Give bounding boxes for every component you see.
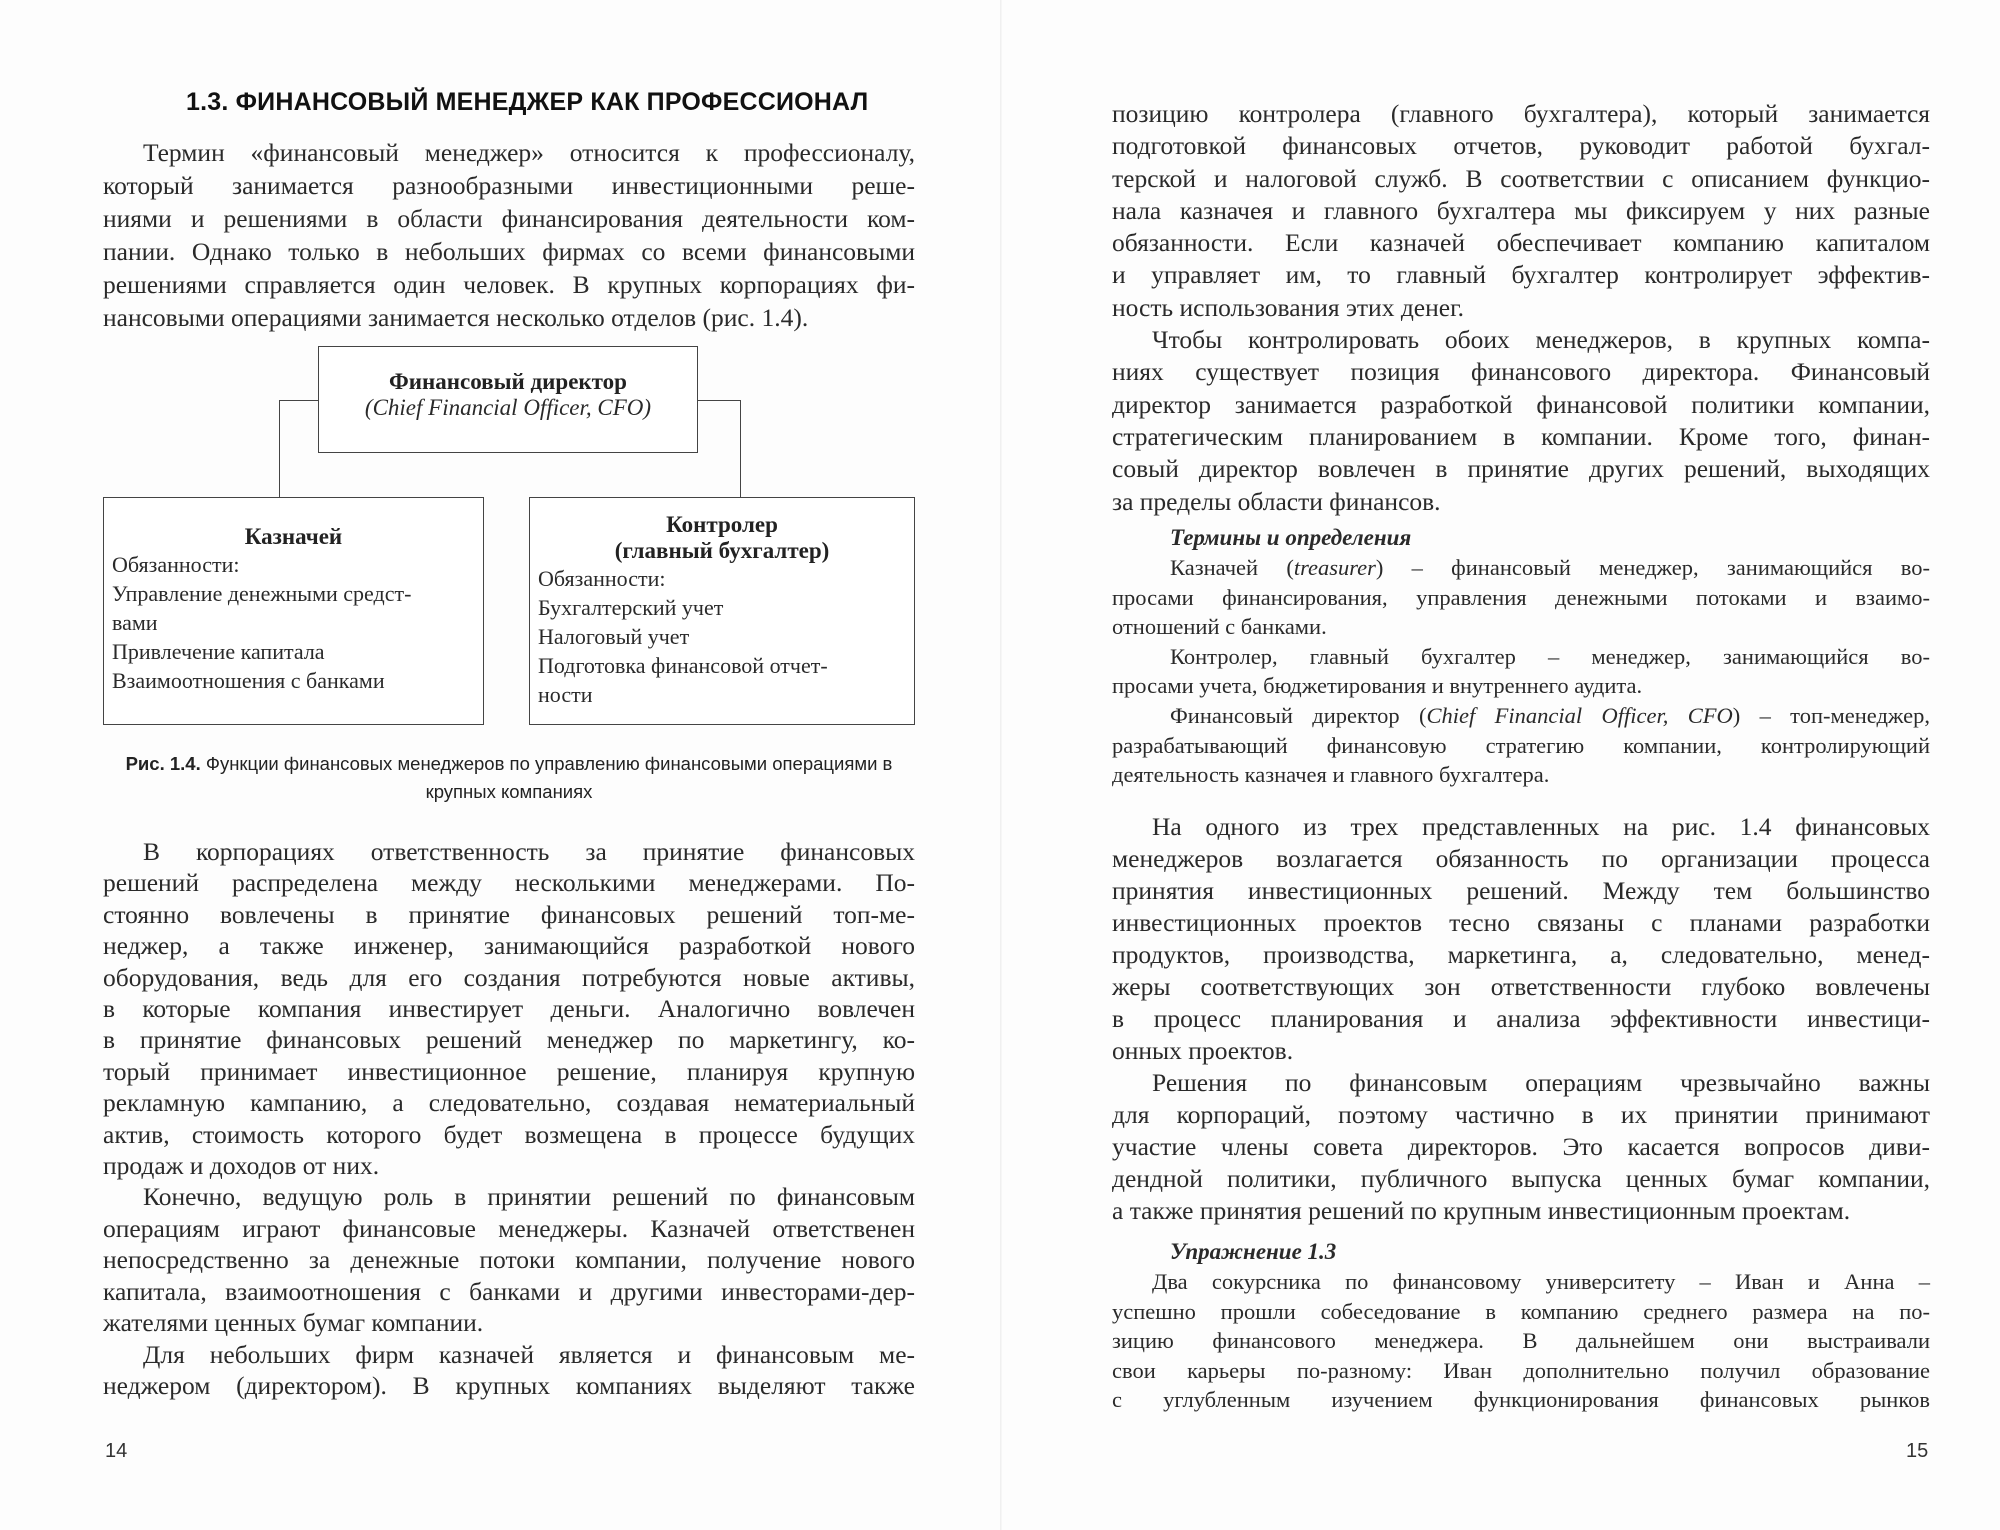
- exercise-box: [1112, 1237, 1930, 1415]
- text-line: стоянно вовлечены в принятие финансовых решений топ-ме-: [103, 899, 915, 929]
- text-line: терской и налоговой служб. В соответствии с описанием функцио-: [1112, 163, 1930, 193]
- text-line: оборудования, ведь для его создания потребуются новые активы,: [103, 962, 915, 992]
- text-line: ность использования этих денег.: [1112, 292, 1465, 322]
- term-cfo-cont: [1112, 731, 1930, 790]
- term-line: просами учета, бюджетирования и внутреннего аудита.: [1112, 673, 1643, 699]
- text-line: операциям играют финансовые менеджеры. Казначей ответственен: [103, 1213, 915, 1243]
- text-line: подготовкой финансовых отчетов, руководит работой бухгал-: [1112, 131, 1930, 161]
- text-line: В корпорациях ответственность за принятие финансовых: [143, 837, 915, 866]
- term-controller: [1112, 642, 1930, 701]
- term-line: просами финансирования, управления денежными потоками и взаимо-: [1112, 584, 1930, 610]
- text-line: неджером (директором). В крупных компаниях выделяют также: [103, 1370, 915, 1400]
- term-text: Казначей (: [1170, 555, 1294, 580]
- text-line: позицию контролера (главного бухгалтера), который занимается: [1112, 99, 1930, 128]
- text-line: Термин «финансовый менеджер» относится к профессионалу,: [143, 138, 915, 167]
- text-line: капитала, взаимоотношения с банками и другими инвесторами-дер-: [103, 1276, 915, 1306]
- term-treasurer-cont: [1112, 583, 1930, 642]
- text-line: нала казначея и главного бухгалтера мы фиксируем у них разные: [1112, 195, 1930, 225]
- text-line: и управляет им, то главный бухгалтер контролирует эффектив-: [1112, 260, 1930, 290]
- duty-item: Бухгалтерский учет: [538, 595, 724, 620]
- term-text: ) – топ-менеджер,: [1732, 702, 1931, 728]
- text-line: продуктов, производства, маркетинга, а, следовательно, менед-: [1112, 940, 1930, 969]
- terms-title: Термины и определения: [1170, 525, 1412, 550]
- left-body-text: [103, 836, 915, 1401]
- duty-item: вами: [112, 610, 158, 635]
- text-line: торый принимает инвестиционное решение, планируя крупную: [103, 1056, 915, 1086]
- term-line: разрабатывающий финансовую стратегию компании, контролирующий: [1112, 732, 1930, 758]
- duty-item: ности: [538, 682, 593, 707]
- page-number-right: 15: [1906, 1440, 1929, 1462]
- term-cfo: [1112, 701, 1930, 731]
- intro-paragraph: [103, 136, 915, 334]
- treasurer-duties: [104, 550, 483, 695]
- text-line: совый директор вовлечен в принятие других решений, выходящих: [1112, 454, 1930, 484]
- caption-label: Рис. 1.4.: [125, 753, 201, 774]
- right-body-text: [1112, 811, 1930, 1227]
- term-line: Контролер, главный бухгалтер – менеджер, занимающийся во-: [1170, 643, 1930, 669]
- controller-duties: [530, 564, 914, 709]
- caption-text: Функции финансовых менеджеров по управлению финансовыми операциями в крупных компаниях: [200, 753, 893, 802]
- text-line: успешно прошли собеседование в компанию среднего размера на по-: [1112, 1298, 1930, 1324]
- term-line: деятельность казначея и главного бухгалтера.: [1112, 762, 1550, 788]
- text-line: рекламную кампанию, а следовательно, создавая нематериальный: [103, 1088, 915, 1118]
- text-line: актив, стоимость которого будет возмещена в процессе будущих: [103, 1119, 915, 1149]
- text-line: Для небольших фирм казначей является и финансовым ме-: [143, 1339, 915, 1369]
- treasurer-title: Казначей: [244, 524, 343, 549]
- terms-box: [1112, 523, 1930, 790]
- text-line: жеры соответствующих зон ответственности глубоко вовлечены: [1112, 972, 1930, 1001]
- text-line: Конечно, ведущую роль в принятии решений по финансовым: [143, 1182, 915, 1212]
- text-line: Решения по финансовым операциям чрезвычайно важны: [1152, 1068, 1930, 1097]
- text-line: менеджеров возлагается обязанность по организации процесса: [1112, 844, 1930, 873]
- term-text: Финансовый директор (: [1170, 702, 1427, 728]
- cfo-title: Финансовый директор: [389, 369, 627, 394]
- term-treasurer: [1112, 553, 1930, 583]
- text-line: неджер, а также инженер, занимающийся разработкой нового: [103, 931, 915, 961]
- text-line: а также принятия решений по крупным инвестиционным проектам.: [1112, 1196, 1851, 1225]
- term-italic: treasurer: [1293, 555, 1376, 580]
- text-line: нансовыми операциями занимается несколько отделов (рис. 1.4).: [103, 303, 809, 332]
- text-line: в которые компания инвестирует деньги. Аналогично вовлечен: [103, 994, 915, 1024]
- duty-item: Привлечение капитала: [112, 639, 325, 664]
- exercise-text: [1112, 1267, 1930, 1415]
- duty-item: Подготовка финансовой отчет-: [538, 653, 828, 678]
- text-line: принятия инвестиционных решений. Между тем большинство: [1112, 876, 1930, 905]
- text-line: Чтобы контролировать обоих менеджеров, в крупных компа-: [1152, 325, 1930, 355]
- text-line: онных проектов.: [1112, 1036, 1294, 1065]
- text-line: дендной политики, публичного выпуска ценных бумаг компании,: [1112, 1164, 1930, 1193]
- page-number-left: 14: [105, 1440, 128, 1462]
- page-fold: [1000, 0, 1002, 1530]
- text-line: продаж и доходов от них.: [103, 1151, 380, 1181]
- text-line: с углубленным изучением функционирования финансовых рынков: [1112, 1387, 1930, 1413]
- text-line: ниях существует позиция финансового директора. Финансовый: [1112, 357, 1930, 387]
- text-line: свои карьеры по-разному: Иван дополнительно получил образование: [1112, 1357, 1930, 1383]
- text-line: для корпораций, поэтому частично в их принятии принимают: [1112, 1100, 1930, 1129]
- text-line: решениями справляется один человек. В крупных корпорациях фи-: [103, 270, 915, 299]
- treasurer-box: [103, 497, 484, 725]
- text-line: обязанности. Если казначей обеспечивает компанию капиталом: [1112, 228, 1930, 258]
- text-line: ниями и решениями в области финансирования деятельности ком-: [103, 204, 915, 233]
- text-line: решений распределена между несколькими менеджерами. По-: [103, 868, 915, 898]
- right-top-text: [1112, 98, 1930, 518]
- duty-item: Управление денежными средст-: [112, 581, 412, 606]
- text-line: непосредственно за денежные потоки компании, получение нового: [103, 1245, 915, 1275]
- text-line: стратегическим планированием в компании. Кроме того, финан-: [1112, 421, 1930, 451]
- text-line: участие члены совета директоров. Это касается вопросов диви-: [1112, 1132, 1930, 1161]
- text-line: пании. Однако только в небольших фирмах со всеми финансовыми: [103, 237, 915, 266]
- duty-item: Взаимоотношения с банками: [112, 668, 385, 693]
- term-italic: Chief Financial Officer, CFO: [1426, 702, 1733, 728]
- controller-box: [529, 497, 915, 725]
- exercise-title: Упражнение 1.3: [1170, 1239, 1337, 1264]
- text-line: директор занимается разработкой финансовой политики компании,: [1112, 389, 1930, 419]
- text-line: инвестиционных проектов тесно связаны с планами разработки: [1112, 908, 1930, 937]
- text-line: в принятие финансовых решений менеджер по маркетингу, ко-: [103, 1025, 915, 1055]
- text-line: зицию финансового менеджера. В дальнейшем они выстраивали: [1112, 1328, 1930, 1354]
- figure-caption: [103, 750, 915, 806]
- controller-subtitle: (главный бухгалтер): [614, 538, 830, 563]
- term-text: ) – финансовый менеджер, занимающийся во-: [1375, 555, 1930, 580]
- text-line: в процесс планирования и анализа эффективности инвестици-: [1112, 1004, 1930, 1033]
- duty-item: Налоговый учет: [538, 624, 690, 649]
- duty-item: Обязанности:: [112, 552, 240, 577]
- cfo-subtitle: (Chief Financial Officer, CFO): [364, 395, 652, 420]
- term-line: отношений с банками.: [1112, 614, 1327, 640]
- cfo-box: [318, 346, 698, 453]
- section-heading: 1.3. ФИНАНСОВЫЙ МЕНЕДЖЕР КАК ПРОФЕССИОНАЛ: [186, 88, 869, 116]
- text-line: который занимается разнообразными инвестиционными реше-: [103, 171, 915, 200]
- text-line: На одного из трех представленных на рис. 1.4 финансовых: [1152, 812, 1930, 841]
- controller-title: Контролер: [666, 512, 778, 537]
- text-line: Два сокурсника по финансовому университету – Иван и Анна –: [1152, 1269, 1930, 1294]
- duty-item: Обязанности:: [538, 566, 666, 591]
- text-line: жателями ценных бумаг компании.: [103, 1308, 484, 1338]
- text-line: за пределы области финансов.: [1112, 486, 1441, 516]
